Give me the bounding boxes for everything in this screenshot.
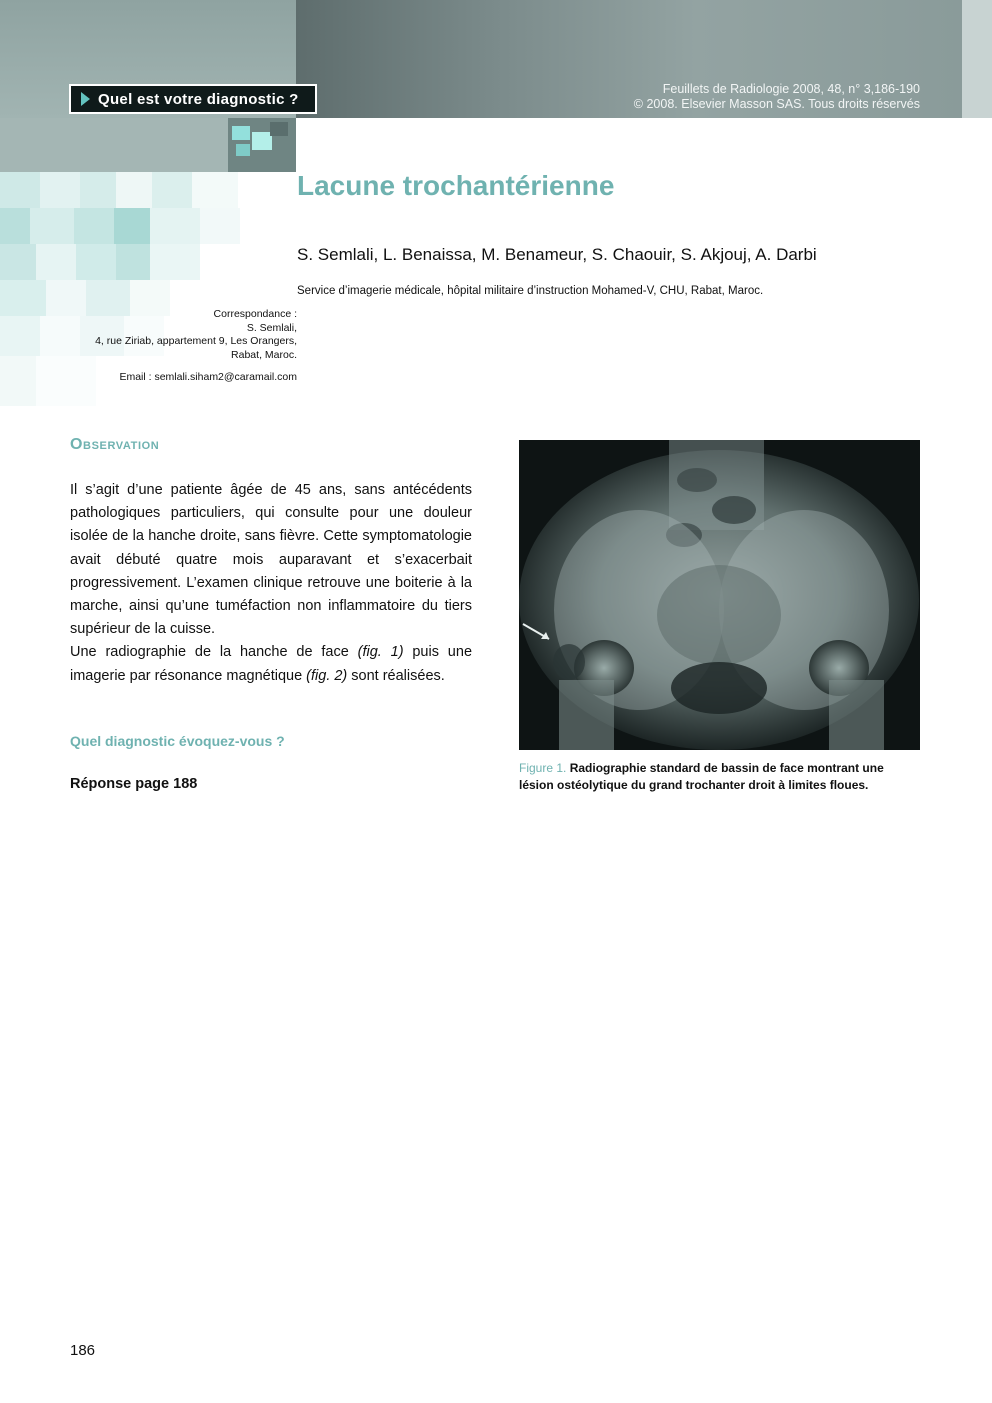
paragraph-2-part-c: sont réalisées. [347, 667, 445, 684]
figure-2-reference: (fig. 2) [306, 667, 348, 684]
xray-illustration [519, 440, 920, 750]
page-number: 186 [70, 1342, 96, 1359]
play-arrow-icon [81, 92, 90, 106]
correspondence-email: Email : semlali.siham2@caramail.com [119, 371, 297, 383]
article-title: Lacune trochantérienne [297, 170, 615, 201]
correspondence-block [95, 308, 297, 385]
observation-heading: Observation [70, 436, 160, 453]
paragraph-2-part-a: Une radiographie de la hanche de face [70, 644, 358, 661]
observation-body [70, 479, 472, 688]
article-authors: S. Semlali, L. Benaissa, M. Benameur, S. Chaouir, S. Akjouj, A. Darbi [297, 245, 817, 264]
journal-citation: Feuillets de Radiologie 2008, 48, n° 3,186-190 [662, 82, 920, 96]
figure-1-reference: (fig. 1) [357, 644, 404, 661]
pelvis-radiograph-image [519, 440, 920, 750]
figure-1-label: Figure 1. [519, 761, 567, 775]
correspondence-address-line2: Rabat, Maroc. [231, 348, 297, 361]
observation-paragraph-1: Il s’agit d’une patiente âgée de 45 ans, sans antécédents pathologiques particuliers, qui consulte pour une douleur isolée de la hanche droite, sans fièvre. Cette symptomatologie avait débuté quatre mois auparavant et s’exacerbait progressivement. L’examen clinique retrouve une boiterie à la marche, ainsi qu’une tuméfaction non inflammatoire du tiers supérieur de la cuisse. [70, 482, 472, 638]
figure-1-caption-text: Radiographie standard de bassin de face montrant une lésion ostéolytique du grand trochanter droit à limites floues. [519, 761, 884, 792]
correspondence-address-line1: 4, rue Ziriab, appartement 9, Les Orangers, [95, 335, 297, 347]
answer-reference: Réponse page 188 [70, 776, 198, 792]
figure-1-caption [519, 760, 921, 794]
article-affiliation: Service d’imagerie médicale, hôpital militaire d’instruction Mohamed-V, CHU, Rabat, Maroc. [297, 285, 764, 297]
journal-reference [634, 82, 920, 112]
correspondence-label: Correspondance : [213, 308, 297, 320]
header-band-edge [962, 0, 992, 118]
paragraph-2-part-b: puis une imagerie par résonance magnétique [70, 644, 473, 684]
section-tag-label: Quel est votre diagnostic ? [98, 90, 299, 108]
correspondence-name: S. Semlali, [246, 321, 297, 334]
observation-paragraph-2 [70, 641, 472, 687]
diagnostic-question: Quel diagnostic évoquez-vous ? [70, 733, 285, 749]
journal-copyright: © 2008. Elsevier Masson SAS. Tous droits réservés [633, 97, 920, 111]
section-tag [69, 84, 317, 114]
